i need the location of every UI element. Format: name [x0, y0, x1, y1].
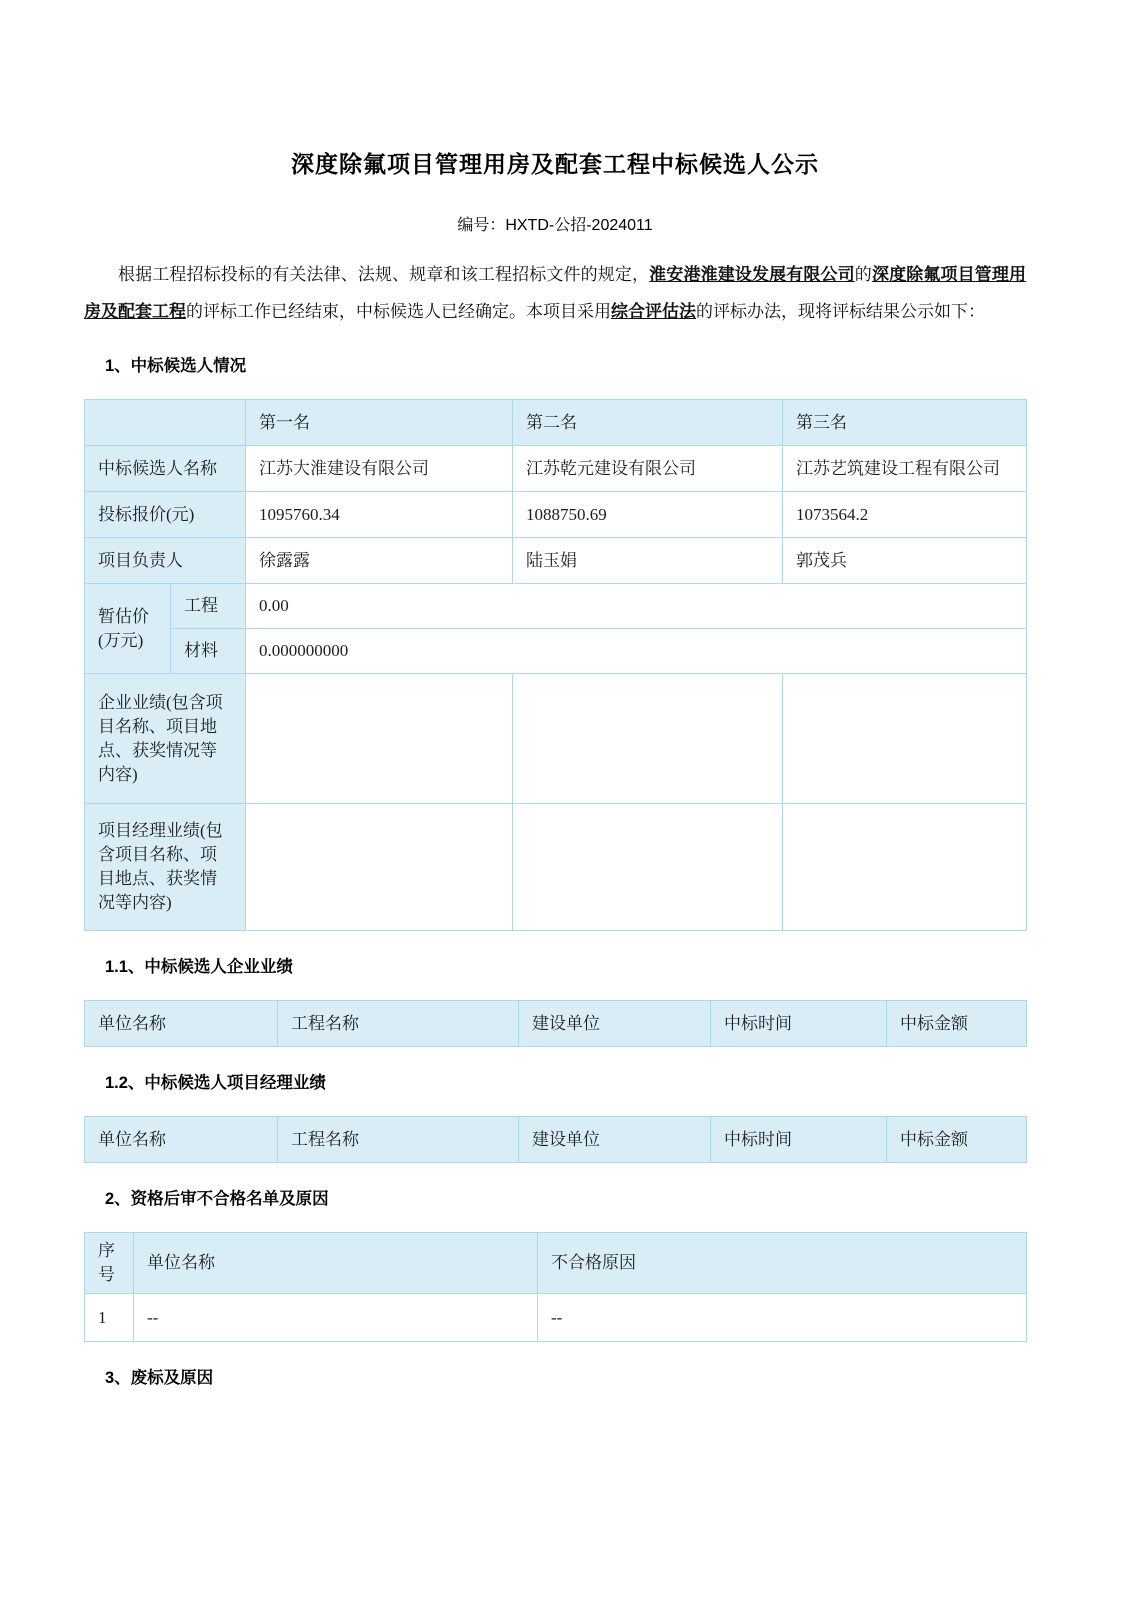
column-header: 中标金额	[887, 1001, 1027, 1047]
section-1-heading: 1、中标候选人情况	[105, 357, 247, 375]
column-header: 建设单位	[519, 1117, 711, 1163]
candidate-3-manager: 郭茂兵	[783, 538, 1027, 584]
manager-performance-row	[85, 804, 1027, 931]
column-header: 中标金额	[887, 1117, 1027, 1163]
estimate-label: 暂估价(万元)	[85, 584, 171, 674]
estimate-project-value: 0.00	[246, 584, 1027, 629]
candidate-name-row	[85, 446, 1027, 492]
estimate-material-row	[85, 629, 1027, 674]
candidate-3-name: 江苏艺筑建设工程有限公司	[783, 446, 1027, 492]
corner-cell	[85, 400, 246, 446]
row-label: 项目负责人	[85, 538, 246, 584]
intro-paragraph	[84, 256, 1026, 330]
estimate-project-row	[85, 584, 1027, 629]
manager-performance-table	[84, 1116, 1027, 1163]
estimate-sub-label: 工程	[171, 584, 246, 629]
row-label: 投标报价(元)	[85, 492, 246, 538]
column-header: 工程名称	[278, 1117, 519, 1163]
candidate-2-name: 江苏乾元建设有限公司	[513, 446, 783, 492]
section-1-2-heading: 1.2、中标候选人项目经理业绩	[105, 1074, 326, 1092]
rank-3-header: 第三名	[783, 400, 1027, 446]
project-name: 深度除氟项目管理用房及配套工程	[84, 265, 1027, 321]
candidates-header-row	[85, 400, 1027, 446]
rank-2-header: 第二名	[513, 400, 783, 446]
page-title: 深度除氟项目管理用房及配套工程中标候选人公示	[291, 151, 819, 177]
column-header: 中标时间	[711, 1001, 887, 1047]
estimate-sub-label: 材料	[171, 629, 246, 674]
doc-number: 编号：HXTD-公招-2024011	[457, 217, 653, 234]
intro-segment: 根据工程招标投标的有关法律、法规、规章和该工程招标文件的规定，	[118, 265, 650, 284]
evaluation-method: 综合评估法	[611, 302, 696, 321]
section-3-heading: 3、废标及原因	[105, 1369, 214, 1387]
candidate-1-name: 江苏大淮建设有限公司	[246, 446, 513, 492]
company-performance-table	[84, 1000, 1027, 1047]
row-number: 1	[85, 1294, 134, 1342]
disqualified-table	[84, 1232, 1027, 1342]
column-header: 单位名称	[85, 1001, 278, 1047]
intro-segment: 的评标办法，现将评标结果公示如下：	[696, 302, 985, 321]
row-label: 项目经理业绩(包含项目名称、项目地点、获奖情况等内容)	[85, 804, 246, 931]
candidate-1-manager: 徐露露	[246, 538, 513, 584]
intro-segment: 的	[854, 265, 872, 284]
disqualified-company: --	[134, 1294, 538, 1342]
column-header: 单位名称	[85, 1117, 278, 1163]
column-header: 序号	[85, 1233, 134, 1294]
candidate-1-price: 1095760.34	[246, 492, 513, 538]
candidate-1-company-performance	[246, 674, 513, 804]
column-header: 工程名称	[278, 1001, 519, 1047]
section-1-1-heading: 1.1、中标候选人企业业绩	[105, 958, 293, 976]
row-label: 中标候选人名称	[85, 446, 246, 492]
row-label: 企业业绩(包含项目名称、项目地点、获奖情况等内容)	[85, 674, 246, 804]
candidate-2-price: 1088750.69	[513, 492, 783, 538]
company-performance-header-row	[85, 1001, 1027, 1047]
disqualified-reason: --	[538, 1294, 1027, 1342]
candidate-1-manager-performance	[246, 804, 513, 931]
candidate-3-price: 1073564.2	[783, 492, 1027, 538]
manager-performance-header-row	[85, 1117, 1027, 1163]
section-2-heading: 2、资格后审不合格名单及原因	[105, 1190, 329, 1208]
bid-price-row	[85, 492, 1027, 538]
column-header: 单位名称	[134, 1233, 538, 1294]
tenderer-name: 淮安港淮建设发展有限公司	[649, 265, 855, 284]
candidate-3-company-performance	[783, 674, 1027, 804]
candidate-2-company-performance	[513, 674, 783, 804]
rank-1-header: 第一名	[246, 400, 513, 446]
candidate-2-manager: 陆玉娟	[513, 538, 783, 584]
company-performance-row	[85, 674, 1027, 804]
column-header: 建设单位	[519, 1001, 711, 1047]
project-manager-row	[85, 538, 1027, 584]
intro-segment: 的评标工作已经结束，中标候选人已经确定。本项目采用	[186, 302, 611, 321]
disqualified-data-row	[85, 1294, 1027, 1342]
candidates-table	[84, 399, 1027, 931]
column-header: 不合格原因	[538, 1233, 1027, 1294]
column-header: 中标时间	[711, 1117, 887, 1163]
candidate-3-manager-performance	[783, 804, 1027, 931]
estimate-material-value: 0.000000000	[246, 629, 1027, 674]
candidate-2-manager-performance	[513, 804, 783, 931]
disqualified-header-row	[85, 1233, 1027, 1294]
